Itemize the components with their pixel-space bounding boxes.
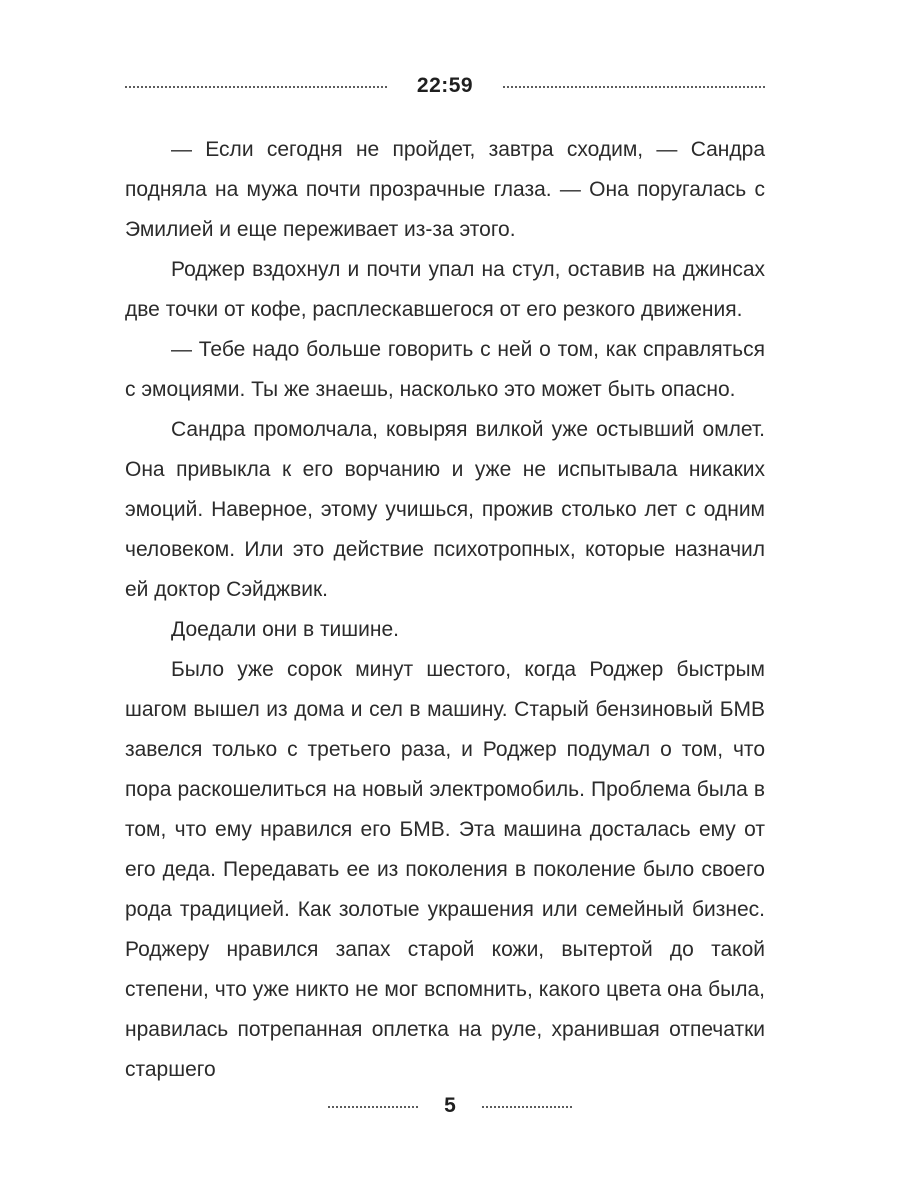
body-text (125, 130, 765, 1090)
paragraph: Было уже сорок минут шестого, когда Роджер быстрым шагом вышел из дома и сел в машину. Старый бензиновый БМВ завелся только с третьего раза, и Роджер подумал о том, что пора раскошелиться на новый электромобиль. Проблема была в том, что ему нравился его БМВ. Эта машина досталась ему от его деда. Передавать ее из поколения в поколение было своего рода традицией. Как золотые украшения или семейный бизнес. Роджеру нравился запах старой кожи, вытертой до такой степени, что уже никто не мог вспомнить, какого цвета она была, нравилась потрепанная оплетка на руле, хранившая отпечатки старшего (125, 658, 765, 1081)
paragraph: Сандра промолчала, ковыряя вилкой уже остывший омлет. Она привыкла к его ворчанию и уже не испытывала никаких эмоций. Наверное, этому учишься, прожив столько лет с одним человеком. Или это действие психотропных, которые назначил ей доктор Сэйджвик. (125, 418, 765, 601)
page-footer (0, 1094, 900, 1118)
paragraph: Роджер вздохнул и почти упал на стул, оставив на джинсах две точки от кофе, расплескавшегося от его резкого движения. (125, 258, 765, 321)
header-left-dotted-rule (125, 86, 387, 88)
chapter-time-heading: 22:59 (416, 74, 474, 97)
paragraph: — Тебе надо больше говорить с ней о том, как справляться с эмоциями. Ты же знаешь, насколько это может быть опасно. (125, 338, 765, 401)
footer-right-dotted-rule (482, 1106, 572, 1108)
page-header (125, 74, 765, 98)
footer-left-dotted-rule (328, 1106, 418, 1108)
paragraph: Доедали они в тишине. (171, 618, 399, 641)
paragraph: — Если сегодня не пройдет, завтра сходим, — Сандра подняла на мужа почти прозрачные глаза. — Она поругалась с Эмилией и еще переживает из-за этого. (125, 138, 765, 241)
page-number: 5 (444, 1094, 456, 1117)
header-right-dotted-rule (503, 86, 765, 88)
